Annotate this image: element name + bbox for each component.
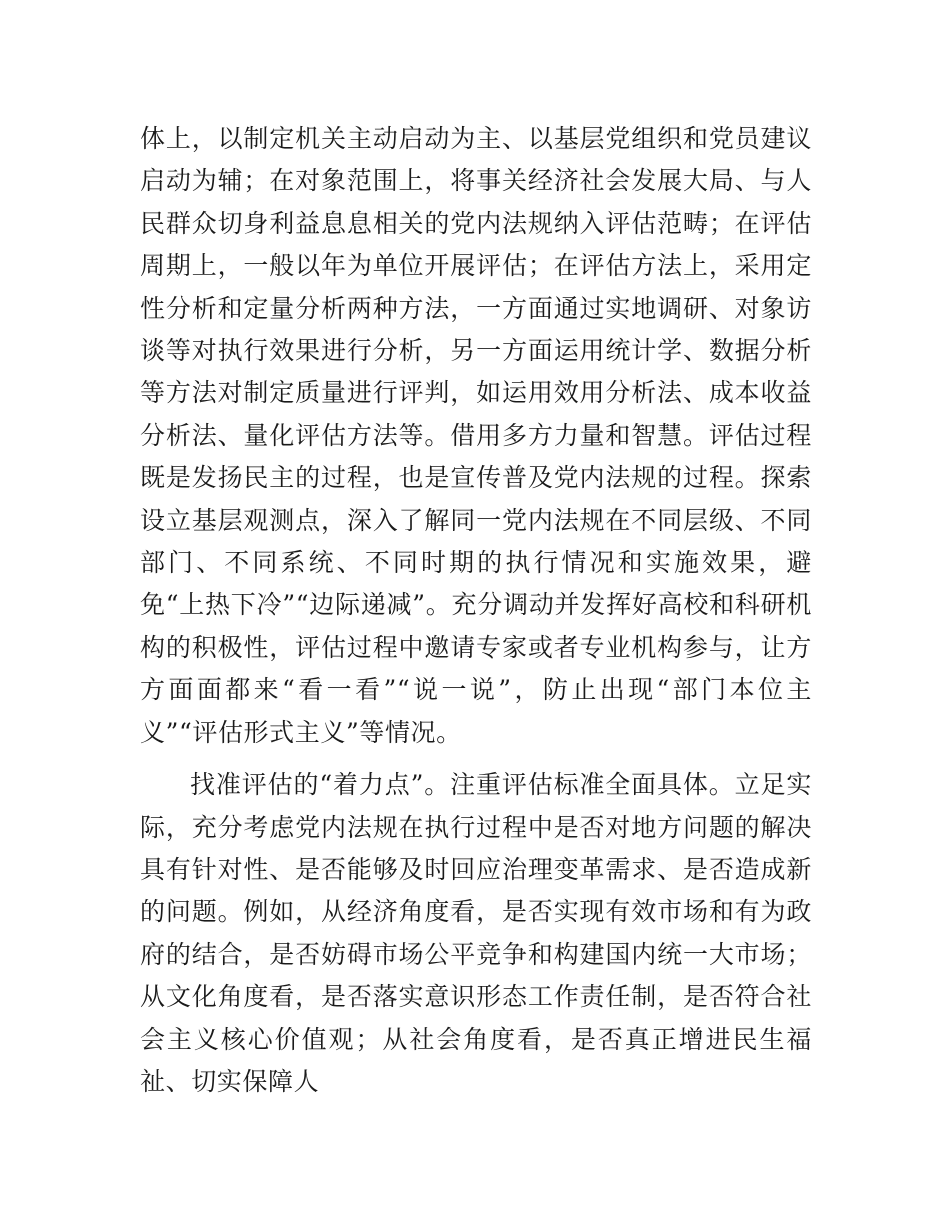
paragraph-evaluation-focus: 找准评估的“着力点”。注重评估标准全面具体。立足实际，充分考虑党内法规在执行过程中是否对地方问题的解决具有针对性、是否能够及时回应治理变革需求、是否造成新的问题。例如，从经济角度看，是否实现有效市场和有为政府的结合，是否妨碍市场公平竞争和构建国内统一大市场；从文化角度看，是否落实意识形态工作责任制，是否符合社会主义核心价值观；从社会角度看，是否真正增进民生福祉、切实保障人	[140, 770, 812, 1096]
body-text	[140, 118, 812, 1103]
paragraph-continuation: 体上，以制定机关主动启动为主、以基层党组织和党员建议启动为辅；在对象范围上，将事关经济社会发展大局、与人民群众切身利益息息相关的党内法规纳入评估范畴；在评估周期上，一般以年为单位开展评估；在评估方法上，采用定性分析和定量分析两种方法，一方面通过实地调研、对象访谈等对执行效果进行分析，另一方面运用统计学、数据分析等方法对制定质量进行评判，如运用效用分析法、成本收益分析法、量化评估方法等。借用多方力量和智慧。评估过程既是发扬民主的过程，也是宣传普及党内法规的过程。探索设立基层观测点，深入了解同一党内法规在不同层级、不同部门、不同系统、不同时期的执行情况和实施效果，避免“上热下冷”“边际递减”。充分调动并发挥好高校和科研机构的积极性，评估过程中邀请专家或者专业机构参与，让方方面面都来“看一看”“说一说”，防止出现“部门本位主义”“评估形式主义”等情况。	[140, 124, 812, 747]
